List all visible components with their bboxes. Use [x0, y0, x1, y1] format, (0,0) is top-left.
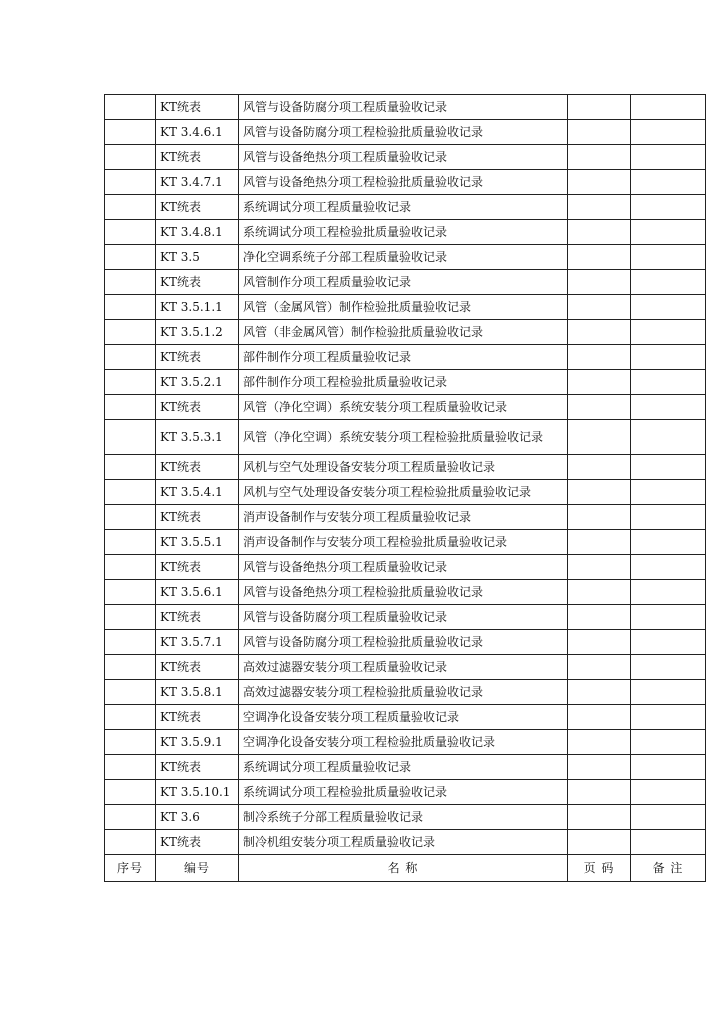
header-name: 名 称 [239, 855, 568, 882]
table-row [105, 420, 706, 455]
row-name-cell: 风管与设备绝热分项工程质量验收记录 [239, 555, 568, 580]
row-code-cell: KT统表 [156, 395, 239, 420]
table-row [105, 370, 706, 395]
row-name-cell: 风管与设备绝热分项工程质量验收记录 [239, 145, 568, 170]
row-note-cell [631, 530, 706, 555]
row-name-cell: 风管（非金属风管）制作检验批质量验收记录 [239, 320, 568, 345]
row-note-cell [631, 705, 706, 730]
row-code-cell: KT统表 [156, 555, 239, 580]
table-row [105, 555, 706, 580]
row-code-cell: KT 3.5.1.2 [156, 320, 239, 345]
row-code-cell: KT 3.5.9.1 [156, 730, 239, 755]
row-name-cell: 净化空调系统子分部工程质量验收记录 [239, 245, 568, 270]
row-code-cell: KT统表 [156, 505, 239, 530]
row-note-cell [631, 295, 706, 320]
row-note-cell [631, 830, 706, 855]
row-page-cell [568, 145, 631, 170]
row-page-cell [568, 755, 631, 780]
row-page-cell [568, 730, 631, 755]
row-page-cell [568, 95, 631, 120]
row-name-cell: 风管（净化空调）系统安装分项工程检验批质量验收记录 [239, 420, 568, 455]
row-page-cell [568, 220, 631, 245]
row-seq-cell [105, 705, 156, 730]
header-code: 编号 [156, 855, 239, 882]
row-seq-cell [105, 530, 156, 555]
row-note-cell [631, 730, 706, 755]
row-page-cell [568, 530, 631, 555]
row-seq-cell [105, 95, 156, 120]
row-code-cell: KT统表 [156, 345, 239, 370]
row-page-cell [568, 705, 631, 730]
table-row [105, 505, 706, 530]
row-code-cell: KT统表 [156, 655, 239, 680]
row-seq-cell [105, 830, 156, 855]
header-page: 页 码 [568, 855, 631, 882]
row-note-cell [631, 195, 706, 220]
row-note-cell [631, 370, 706, 395]
row-seq-cell [105, 370, 156, 395]
row-page-cell [568, 395, 631, 420]
table-row [105, 480, 706, 505]
row-note-cell [631, 580, 706, 605]
row-name-cell: 风机与空气处理设备安装分项工程检验批质量验收记录 [239, 480, 568, 505]
row-page-cell [568, 480, 631, 505]
row-code-cell: KT统表 [156, 95, 239, 120]
row-seq-cell [105, 295, 156, 320]
row-code-cell: KT 3.5.4.1 [156, 480, 239, 505]
table-row [105, 730, 706, 755]
row-name-cell: 风管与设备防腐分项工程质量验收记录 [239, 95, 568, 120]
row-name-cell: 系统调试分项工程检验批质量验收记录 [239, 780, 568, 805]
row-seq-cell [105, 120, 156, 145]
row-code-cell: KT 3.5.8.1 [156, 680, 239, 705]
row-code-cell: KT 3.5.1.1 [156, 295, 239, 320]
row-code-cell: KT统表 [156, 830, 239, 855]
row-code-cell: KT统表 [156, 605, 239, 630]
table-row [105, 95, 706, 120]
row-note-cell [631, 270, 706, 295]
row-note-cell [631, 805, 706, 830]
row-note-cell [631, 145, 706, 170]
table-body [105, 95, 706, 855]
table-row [105, 245, 706, 270]
row-page-cell [568, 605, 631, 630]
row-name-cell: 系统调试分项工程质量验收记录 [239, 195, 568, 220]
row-name-cell: 系统调试分项工程检验批质量验收记录 [239, 220, 568, 245]
row-page-cell [568, 455, 631, 480]
row-seq-cell [105, 580, 156, 605]
table-row [105, 630, 706, 655]
row-note-cell [631, 505, 706, 530]
table-row [105, 780, 706, 805]
header-seq: 序号 [105, 855, 156, 882]
row-code-cell: KT统表 [156, 755, 239, 780]
table-row [105, 530, 706, 555]
row-name-cell: 系统调试分项工程质量验收记录 [239, 755, 568, 780]
row-name-cell: 部件制作分项工程检验批质量验收记录 [239, 370, 568, 395]
row-note-cell [631, 220, 706, 245]
row-note-cell [631, 680, 706, 705]
row-seq-cell [105, 630, 156, 655]
record-index-sheet [104, 94, 706, 882]
row-page-cell [568, 195, 631, 220]
row-note-cell [631, 455, 706, 480]
row-page-cell [568, 420, 631, 455]
row-page-cell [568, 580, 631, 605]
row-name-cell: 风管（金属风管）制作检验批质量验收记录 [239, 295, 568, 320]
row-name-cell: 空调净化设备安装分项工程检验批质量验收记录 [239, 730, 568, 755]
row-seq-cell [105, 420, 156, 455]
row-seq-cell [105, 805, 156, 830]
row-seq-cell [105, 245, 156, 270]
table-row [105, 755, 706, 780]
row-seq-cell [105, 345, 156, 370]
row-page-cell [568, 320, 631, 345]
row-seq-cell [105, 145, 156, 170]
row-seq-cell [105, 680, 156, 705]
table-row [105, 320, 706, 345]
row-name-cell: 风机与空气处理设备安装分项工程质量验收记录 [239, 455, 568, 480]
row-page-cell [568, 505, 631, 530]
row-code-cell: KT 3.5 [156, 245, 239, 270]
row-seq-cell [105, 505, 156, 530]
row-note-cell [631, 170, 706, 195]
row-page-cell [568, 805, 631, 830]
table-row [105, 295, 706, 320]
row-name-cell: 制冷系统子分部工程质量验收记录 [239, 805, 568, 830]
row-name-cell: 高效过滤器安装分项工程检验批质量验收记录 [239, 680, 568, 705]
row-page-cell [568, 370, 631, 395]
table-row [105, 220, 706, 245]
table-row [105, 655, 706, 680]
row-seq-cell [105, 755, 156, 780]
row-page-cell [568, 295, 631, 320]
row-seq-cell [105, 395, 156, 420]
row-page-cell [568, 270, 631, 295]
row-page-cell [568, 655, 631, 680]
row-seq-cell [105, 170, 156, 195]
row-code-cell: KT 3.5.2.1 [156, 370, 239, 395]
row-note-cell [631, 630, 706, 655]
row-code-cell: KT统表 [156, 195, 239, 220]
row-seq-cell [105, 605, 156, 630]
table-row [105, 170, 706, 195]
row-name-cell: 风管与设备防腐分项工程检验批质量验收记录 [239, 630, 568, 655]
row-name-cell: 部件制作分项工程质量验收记录 [239, 345, 568, 370]
row-page-cell [568, 245, 631, 270]
row-page-cell [568, 120, 631, 145]
row-seq-cell [105, 320, 156, 345]
row-code-cell: KT统表 [156, 270, 239, 295]
table-row [105, 195, 706, 220]
table-row [105, 705, 706, 730]
table-row [105, 680, 706, 705]
row-seq-cell [105, 220, 156, 245]
row-code-cell: KT 3.5.10.1 [156, 780, 239, 805]
row-name-cell: 风管与设备防腐分项工程检验批质量验收记录 [239, 120, 568, 145]
row-code-cell: KT 3.4.8.1 [156, 220, 239, 245]
row-note-cell [631, 345, 706, 370]
table-row [105, 395, 706, 420]
row-code-cell: KT 3.4.7.1 [156, 170, 239, 195]
row-name-cell: 空调净化设备安装分项工程质量验收记录 [239, 705, 568, 730]
row-code-cell: KT 3.5.5.1 [156, 530, 239, 555]
row-note-cell [631, 780, 706, 805]
row-note-cell [631, 555, 706, 580]
row-seq-cell [105, 730, 156, 755]
row-note-cell [631, 120, 706, 145]
row-note-cell [631, 245, 706, 270]
row-name-cell: 消声设备制作与安装分项工程检验批质量验收记录 [239, 530, 568, 555]
row-note-cell [631, 480, 706, 505]
row-page-cell [568, 345, 631, 370]
row-page-cell [568, 680, 631, 705]
row-page-cell [568, 555, 631, 580]
table-row [105, 580, 706, 605]
table-row [105, 145, 706, 170]
table-row [105, 345, 706, 370]
row-seq-cell [105, 655, 156, 680]
row-seq-cell [105, 195, 156, 220]
row-name-cell: 风管与设备防腐分项工程质量验收记录 [239, 605, 568, 630]
row-note-cell [631, 655, 706, 680]
row-name-cell: 风管制作分项工程质量验收记录 [239, 270, 568, 295]
table-row [105, 605, 706, 630]
row-seq-cell [105, 455, 156, 480]
table-row [105, 805, 706, 830]
table-row [105, 830, 706, 855]
table-row [105, 270, 706, 295]
row-code-cell: KT 3.6 [156, 805, 239, 830]
row-note-cell [631, 95, 706, 120]
row-name-cell: 消声设备制作与安装分项工程质量验收记录 [239, 505, 568, 530]
row-seq-cell [105, 480, 156, 505]
row-code-cell: KT统表 [156, 145, 239, 170]
row-name-cell: 风管与设备绝热分项工程检验批质量验收记录 [239, 580, 568, 605]
row-note-cell [631, 395, 706, 420]
row-name-cell: 高效过滤器安装分项工程质量验收记录 [239, 655, 568, 680]
row-page-cell [568, 630, 631, 655]
record-index-table [104, 94, 706, 882]
row-note-cell [631, 755, 706, 780]
table-row [105, 455, 706, 480]
column-header-row [105, 855, 706, 882]
row-note-cell [631, 420, 706, 455]
row-name-cell: 风管与设备绝热分项工程检验批质量验收记录 [239, 170, 568, 195]
row-code-cell: KT 3.5.3.1 [156, 420, 239, 455]
row-code-cell: KT 3.4.6.1 [156, 120, 239, 145]
row-seq-cell [105, 270, 156, 295]
header-note: 备 注 [631, 855, 706, 882]
table-row [105, 120, 706, 145]
row-name-cell: 风管（净化空调）系统安装分项工程质量验收记录 [239, 395, 568, 420]
row-seq-cell [105, 555, 156, 580]
row-name-cell: 制冷机组安装分项工程质量验收记录 [239, 830, 568, 855]
row-page-cell [568, 780, 631, 805]
row-seq-cell [105, 780, 156, 805]
row-code-cell: KT统表 [156, 455, 239, 480]
row-code-cell: KT统表 [156, 705, 239, 730]
row-code-cell: KT 3.5.6.1 [156, 580, 239, 605]
row-code-cell: KT 3.5.7.1 [156, 630, 239, 655]
row-note-cell [631, 320, 706, 345]
row-note-cell [631, 605, 706, 630]
row-page-cell [568, 170, 631, 195]
row-page-cell [568, 830, 631, 855]
